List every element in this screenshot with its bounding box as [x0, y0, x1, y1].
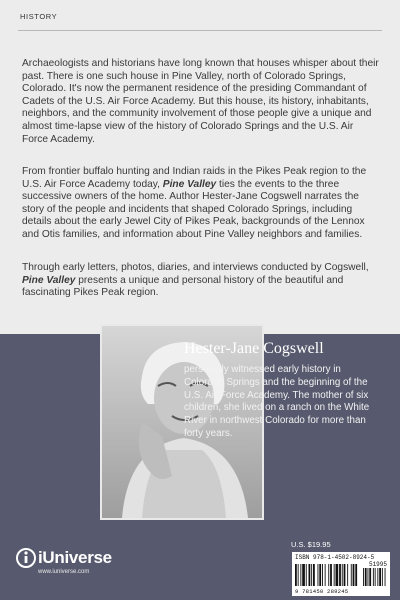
barcode-bar — [355, 564, 357, 586]
price-barcode-bar — [375, 568, 376, 586]
barcode-bar — [318, 564, 319, 586]
barcode-bar — [351, 564, 352, 586]
barcode-bar — [325, 564, 326, 586]
barcode-bar — [311, 564, 312, 586]
barcode-bar — [300, 564, 301, 586]
barcode-bar — [298, 564, 299, 586]
book-title-emphasis: Pine Valley — [162, 178, 217, 190]
author-name: Hester-Jane Cogswell — [184, 340, 324, 357]
barcode-bar — [322, 564, 323, 586]
blurb-paragraph-2 — [22, 166, 380, 242]
price-barcode-bar — [363, 568, 364, 586]
publisher-url: www.iuniverse.com — [38, 569, 90, 575]
price-barcode-bar — [382, 568, 383, 586]
barcode-bar — [334, 564, 335, 586]
price-label: U.S. $19.95 — [291, 540, 331, 549]
barcode-bar — [319, 564, 321, 586]
price-barcode-bar — [377, 568, 378, 586]
barcode-bar — [309, 564, 311, 586]
divider-rule — [18, 30, 382, 31]
barcode-bars — [295, 562, 387, 588]
book-title-emphasis: Pine Valley — [22, 274, 76, 286]
publisher-name: iUniverse — [38, 548, 112, 567]
barcode-bar — [330, 564, 332, 586]
blurb-paragraph-3 — [22, 262, 380, 300]
price-barcode-bar — [365, 568, 367, 586]
barcode-bar — [328, 564, 329, 586]
blurb-text: presents a unique and personal history of the beautiful and fascinating Pikes Peak region. — [22, 274, 344, 299]
price-code: 51995 — [368, 561, 387, 568]
barcode-bar — [306, 564, 307, 586]
barcode-bar — [302, 564, 305, 586]
isbn-digits: 9 781450 289245 — [295, 588, 349, 595]
barcode-bar — [347, 564, 348, 586]
price-barcode-bar — [368, 568, 369, 586]
blurb-text: From frontier buffalo hunting and Indian raids in the Pikes Peak region to the U.S. Air Force Academy today, — [22, 166, 367, 190]
price-barcode-bar — [373, 568, 374, 586]
price-barcode-bar — [385, 568, 386, 586]
isbn-barcode — [292, 552, 390, 596]
isbn-text: ISBN 978-1-4502-8924-5 — [295, 554, 375, 561]
price-barcode-bar — [379, 568, 381, 586]
barcode-bar — [353, 564, 355, 586]
barcode-bar — [339, 564, 341, 586]
blurb-text: Through early letters, photos, diaries, and interviews conducted by Cogswell, — [22, 262, 369, 273]
barcode-bar — [313, 564, 315, 586]
barcode-bar — [344, 564, 346, 586]
barcode-bar — [336, 564, 339, 586]
blurb-text: ties the events to the three successive owners of the home. Author Hester-Jane Cogswell narrates the story of the people and incidents that shaped Colorado Springs, including details about the early Jewel City of Pikes Peak, backgrounds of the Lennox and Otis families, and information about Pine Valley neighbors and families. — [22, 178, 365, 240]
barcode-bar — [342, 564, 343, 586]
publisher-globe-icon — [16, 548, 36, 568]
author-bio: personally witnessed early history in Colorado Springs and the beginning of the U.S. Air Force Academy. The mother of six children, she lived on a ranch on the White River in northwest Colorado for more than forty years. — [184, 364, 370, 439]
price-barcode-bar — [369, 568, 371, 586]
category-label: HISTORY — [20, 12, 58, 21]
blurb-paragraph-1: Archaeologists and historians have long known that houses whisper about their past. There is one such house in Pine Valley, north of Colorado Springs, Colorado. It's now the permanent residence of the presiding Commandant of Cadets of the U.S. Air Force Academy. But this house, its history, inhabitants, neighbors, and the community involvement of those people give a unique and almost time-lapse view of the history of Colorado Springs and the U.S. Air Force Academy. — [22, 58, 379, 145]
barcode-bar — [295, 564, 297, 586]
